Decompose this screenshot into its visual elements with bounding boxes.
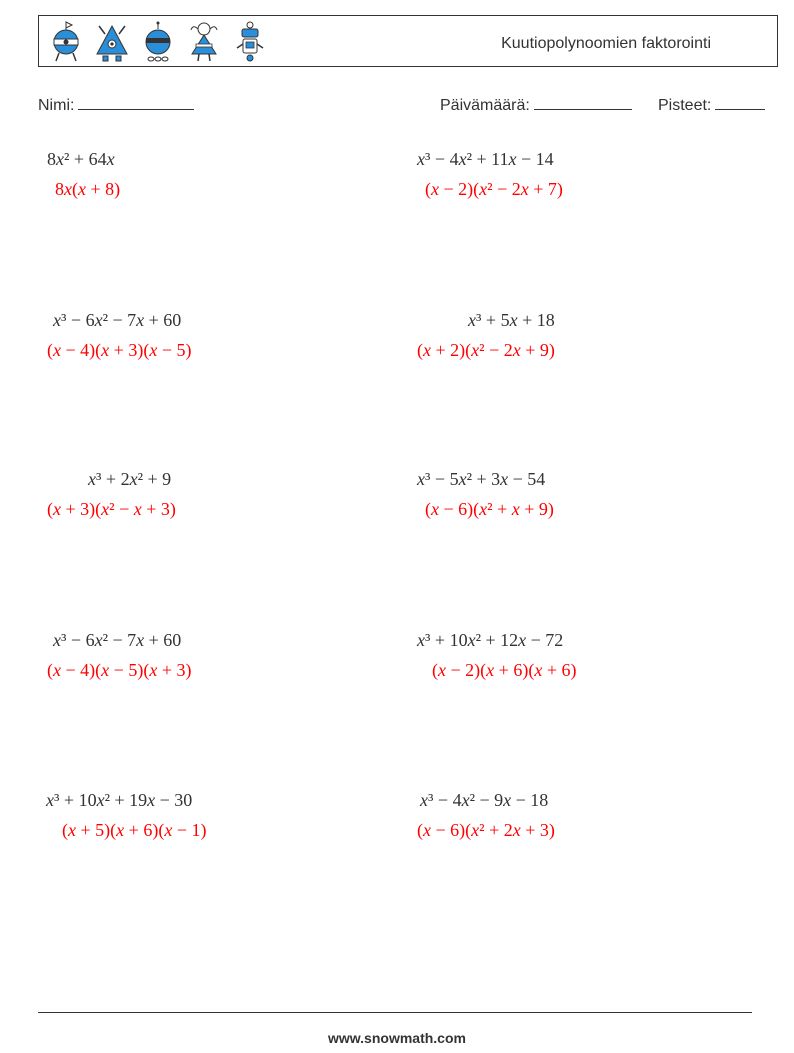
problem-5: [38, 469, 338, 529]
name-field: [38, 94, 194, 115]
robot-icon-4: [185, 20, 223, 64]
footer-url[interactable]: www.snowmath.com: [328, 1030, 466, 1046]
answer: (x − 2)(x² − 2x + 7): [425, 179, 563, 199]
answer: (x − 6)(x² + x + 9): [425, 499, 554, 519]
score-blank[interactable]: [715, 94, 765, 110]
answer: (x − 2)(x + 6)(x + 6): [432, 660, 577, 680]
problem-9: [38, 790, 338, 850]
problem-2: [408, 149, 708, 209]
problem-8: [408, 630, 708, 690]
answer: (x − 4)(x + 3)(x − 5): [47, 340, 192, 360]
answer: (x + 5)(x + 6)(x − 1): [62, 820, 207, 840]
question: x³ + 10x² + 12x − 72: [417, 630, 564, 650]
problem-6: [408, 469, 708, 529]
question: x³ + 5x + 18: [468, 310, 555, 330]
date-label: Päivämäärä:: [440, 97, 530, 114]
problem-10: [408, 790, 708, 850]
robot-icon-1: [47, 20, 85, 64]
question: x³ − 6x² − 7x + 60: [53, 630, 182, 650]
date-field: [440, 94, 632, 115]
question: x³ − 4x² − 9x − 18: [420, 790, 549, 810]
score-label: Pisteet:: [658, 97, 712, 114]
robot-icons: [47, 20, 269, 64]
question: x³ + 2x² + 9: [88, 469, 172, 489]
score-field: [658, 94, 765, 115]
name-blank[interactable]: [78, 94, 194, 110]
question: 8x² + 64x: [47, 149, 115, 169]
answer: (x − 4)(x − 5)(x + 3): [47, 660, 192, 680]
question: x³ − 4x² + 11x − 14: [417, 149, 554, 169]
problem-3: [38, 310, 338, 370]
answer: 8x(x + 8): [55, 179, 121, 199]
question: x³ − 5x² + 3x − 54: [417, 469, 546, 489]
worksheet-title: Kuutiopolynoomien faktorointi: [501, 35, 711, 52]
problem-4: [408, 310, 708, 370]
problem-1: [38, 149, 338, 209]
robot-icon-2: [93, 20, 131, 64]
date-blank[interactable]: [534, 94, 632, 110]
robot-icon-3: [139, 20, 177, 64]
answer: (x − 6)(x² + 2x + 3): [417, 820, 555, 840]
footer-divider: [38, 1012, 752, 1013]
question: x³ + 10x² + 19x − 30: [46, 790, 193, 810]
robot-icon-5: [231, 20, 269, 64]
answer: (x + 2)(x² − 2x + 9): [417, 340, 555, 360]
problem-7: [38, 630, 338, 690]
question: x³ − 6x² − 7x + 60: [53, 310, 182, 330]
answer: (x + 3)(x² − x + 3): [47, 499, 176, 519]
name-label: Nimi:: [38, 97, 75, 114]
header-box: [38, 15, 778, 67]
